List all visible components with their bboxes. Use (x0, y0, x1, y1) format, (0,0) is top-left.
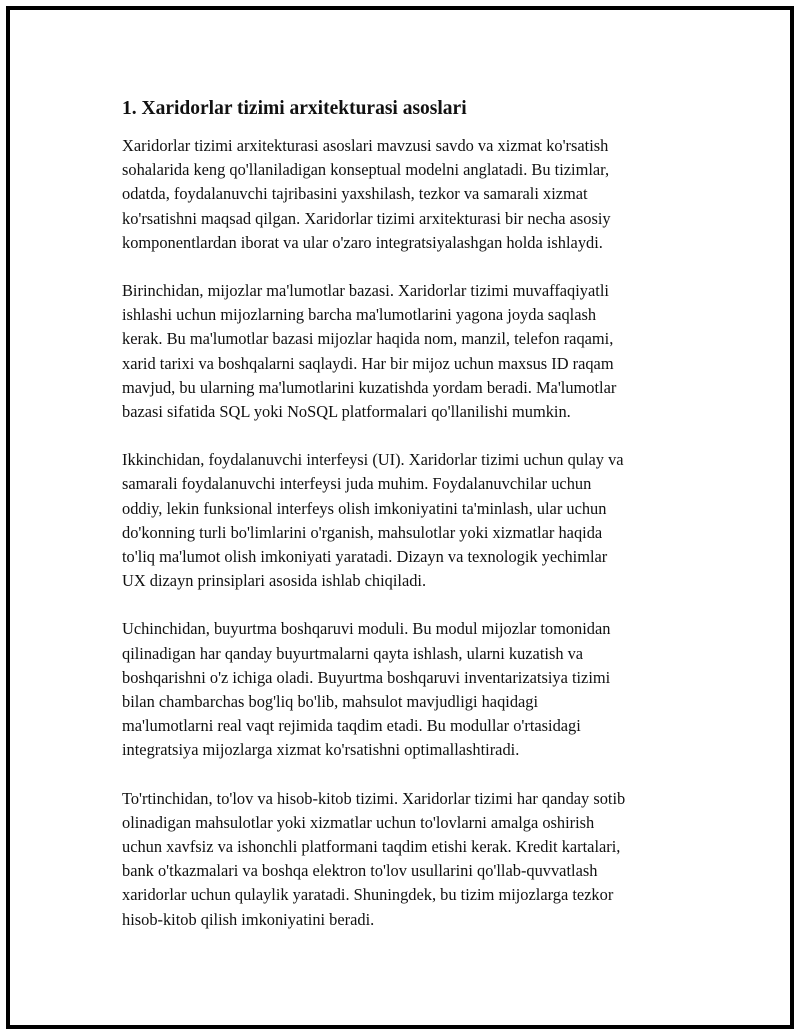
text-line: komponentlardan iborat va ular o'zaro integratsiyalashgan holda ishlaydi. (122, 232, 603, 252)
text-line: Uchinchidan, buyurtma boshqaruvi moduli. Bu modul mijozlar tomonidan (122, 619, 611, 639)
text-line: Xaridorlar tizimi arxitekturasi asoslari mavzusi savdo va xizmat ko'rsatish (122, 136, 609, 155)
text-line: ko'rsatishni maqsad qilgan. Xaridorlar tizimi arxitekturasi bir necha asosiy (122, 208, 611, 228)
text-line: integratsiya mijozlarga xizmat ko'rsatishni optimallashtiradi. (122, 740, 520, 760)
text-line: odatda, foydalanuvchi tajribasini yaxshilash, tezkor va samarali xizmat (122, 184, 588, 204)
text-line: do'konning turli bo'limlarini o'rganish, mahsulotlar yoki xizmatlar haqida (122, 522, 603, 542)
paragraph-list (122, 134, 722, 932)
text-line: ishlashi uchun mijozlarning barcha ma'lumotlarini yagona joyda saqlash (122, 305, 597, 325)
text-line: qilinadigan har qanday buyurtmalarni qayta ishlash, ularni kuzatish va (122, 643, 584, 663)
text-line: xaridorlar uchun qulaylik yaratadi. Shuningdek, bu tizim mijozlarga tezkor (122, 885, 614, 905)
text-line: olinadigan mahsulotlar yoki xizmatlar uchun to'lovlarni amalga oshirish (122, 812, 595, 832)
text-line: ma'lumotlarni real vaqt rejimida taqdim etadi. Bu modullar o'rtasidagi (122, 716, 581, 736)
paragraph (122, 617, 722, 762)
text-line: mavjud, bu ularning ma'lumotlarini kuzatishda yordam beradi. Ma'lumotlar (122, 377, 617, 397)
paragraph (122, 279, 722, 424)
text-line: uchun xavfsiz va ishonchli platformani taqdim etishi kerak. Kredit kartalari, (122, 837, 621, 857)
paragraph (122, 787, 722, 932)
text-line: hisob-kitob qilish imkoniyatini beradi. (122, 909, 375, 929)
text-line: oddiy, lekin funksional interfeys olish imkoniyatini ta'minlash, ular uchun (122, 498, 607, 518)
document-content (122, 96, 722, 956)
text-line: To'rtinchidan, to'lov va hisob-kitob tizimi. Xaridorlar tizimi har qanday sotib (122, 788, 626, 808)
text-line: samarali foydalanuvchi interfeysi juda muhim. Foydalanuvchilar uchun (122, 474, 592, 494)
text-line: Birinchidan, mijozlar ma'lumotlar bazasi. Xaridorlar tizimi muvaffaqiyatli (122, 281, 609, 301)
page-frame (6, 6, 794, 1029)
section-heading: 1. Xaridorlar tizimi arxitekturasi asoslari (122, 98, 467, 119)
text-line: bazasi sifatida SQL yoki NoSQL platformalari qo'llanilishi mumkin. (122, 402, 571, 422)
text-line: to'liq ma'lumot olish imkoniyati yaratadi. Dizayn va texnologik yechimlar (122, 547, 608, 567)
text-line: UX dizayn prinsiplari asosida ishlab chiqiladi. (122, 571, 427, 591)
text-line: Ikkinchidan, foydalanuvchi interfeysi (UI). Xaridorlar tizimi uchun qulay va (122, 450, 624, 470)
text-line: sohalarida keng qo'llaniladigan konseptual modelni anglatadi. Bu tizimlar, (122, 160, 610, 180)
text-line: boshqarishni o'z ichiga oladi. Buyurtma boshqaruvi inventarizatsiya tizimi (122, 667, 611, 687)
text-line: xarid tarixi va boshqalarni saqlaydi. Har bir mijoz uchun maxsus ID raqam (122, 353, 614, 373)
text-line: kerak. Bu ma'lumotlar bazasi mijozlar haqida nom, manzil, telefon raqami, (122, 329, 614, 349)
text-line: bilan chambarchas bog'liq bo'lib, mahsulot mavjudligi haqidagi (122, 692, 539, 712)
paragraph (122, 448, 722, 593)
paragraph (122, 134, 722, 255)
text-line: bank o'tkazmalari va boshqa elektron to'lov usullarini qo'llab-quvvatlash (122, 861, 598, 881)
